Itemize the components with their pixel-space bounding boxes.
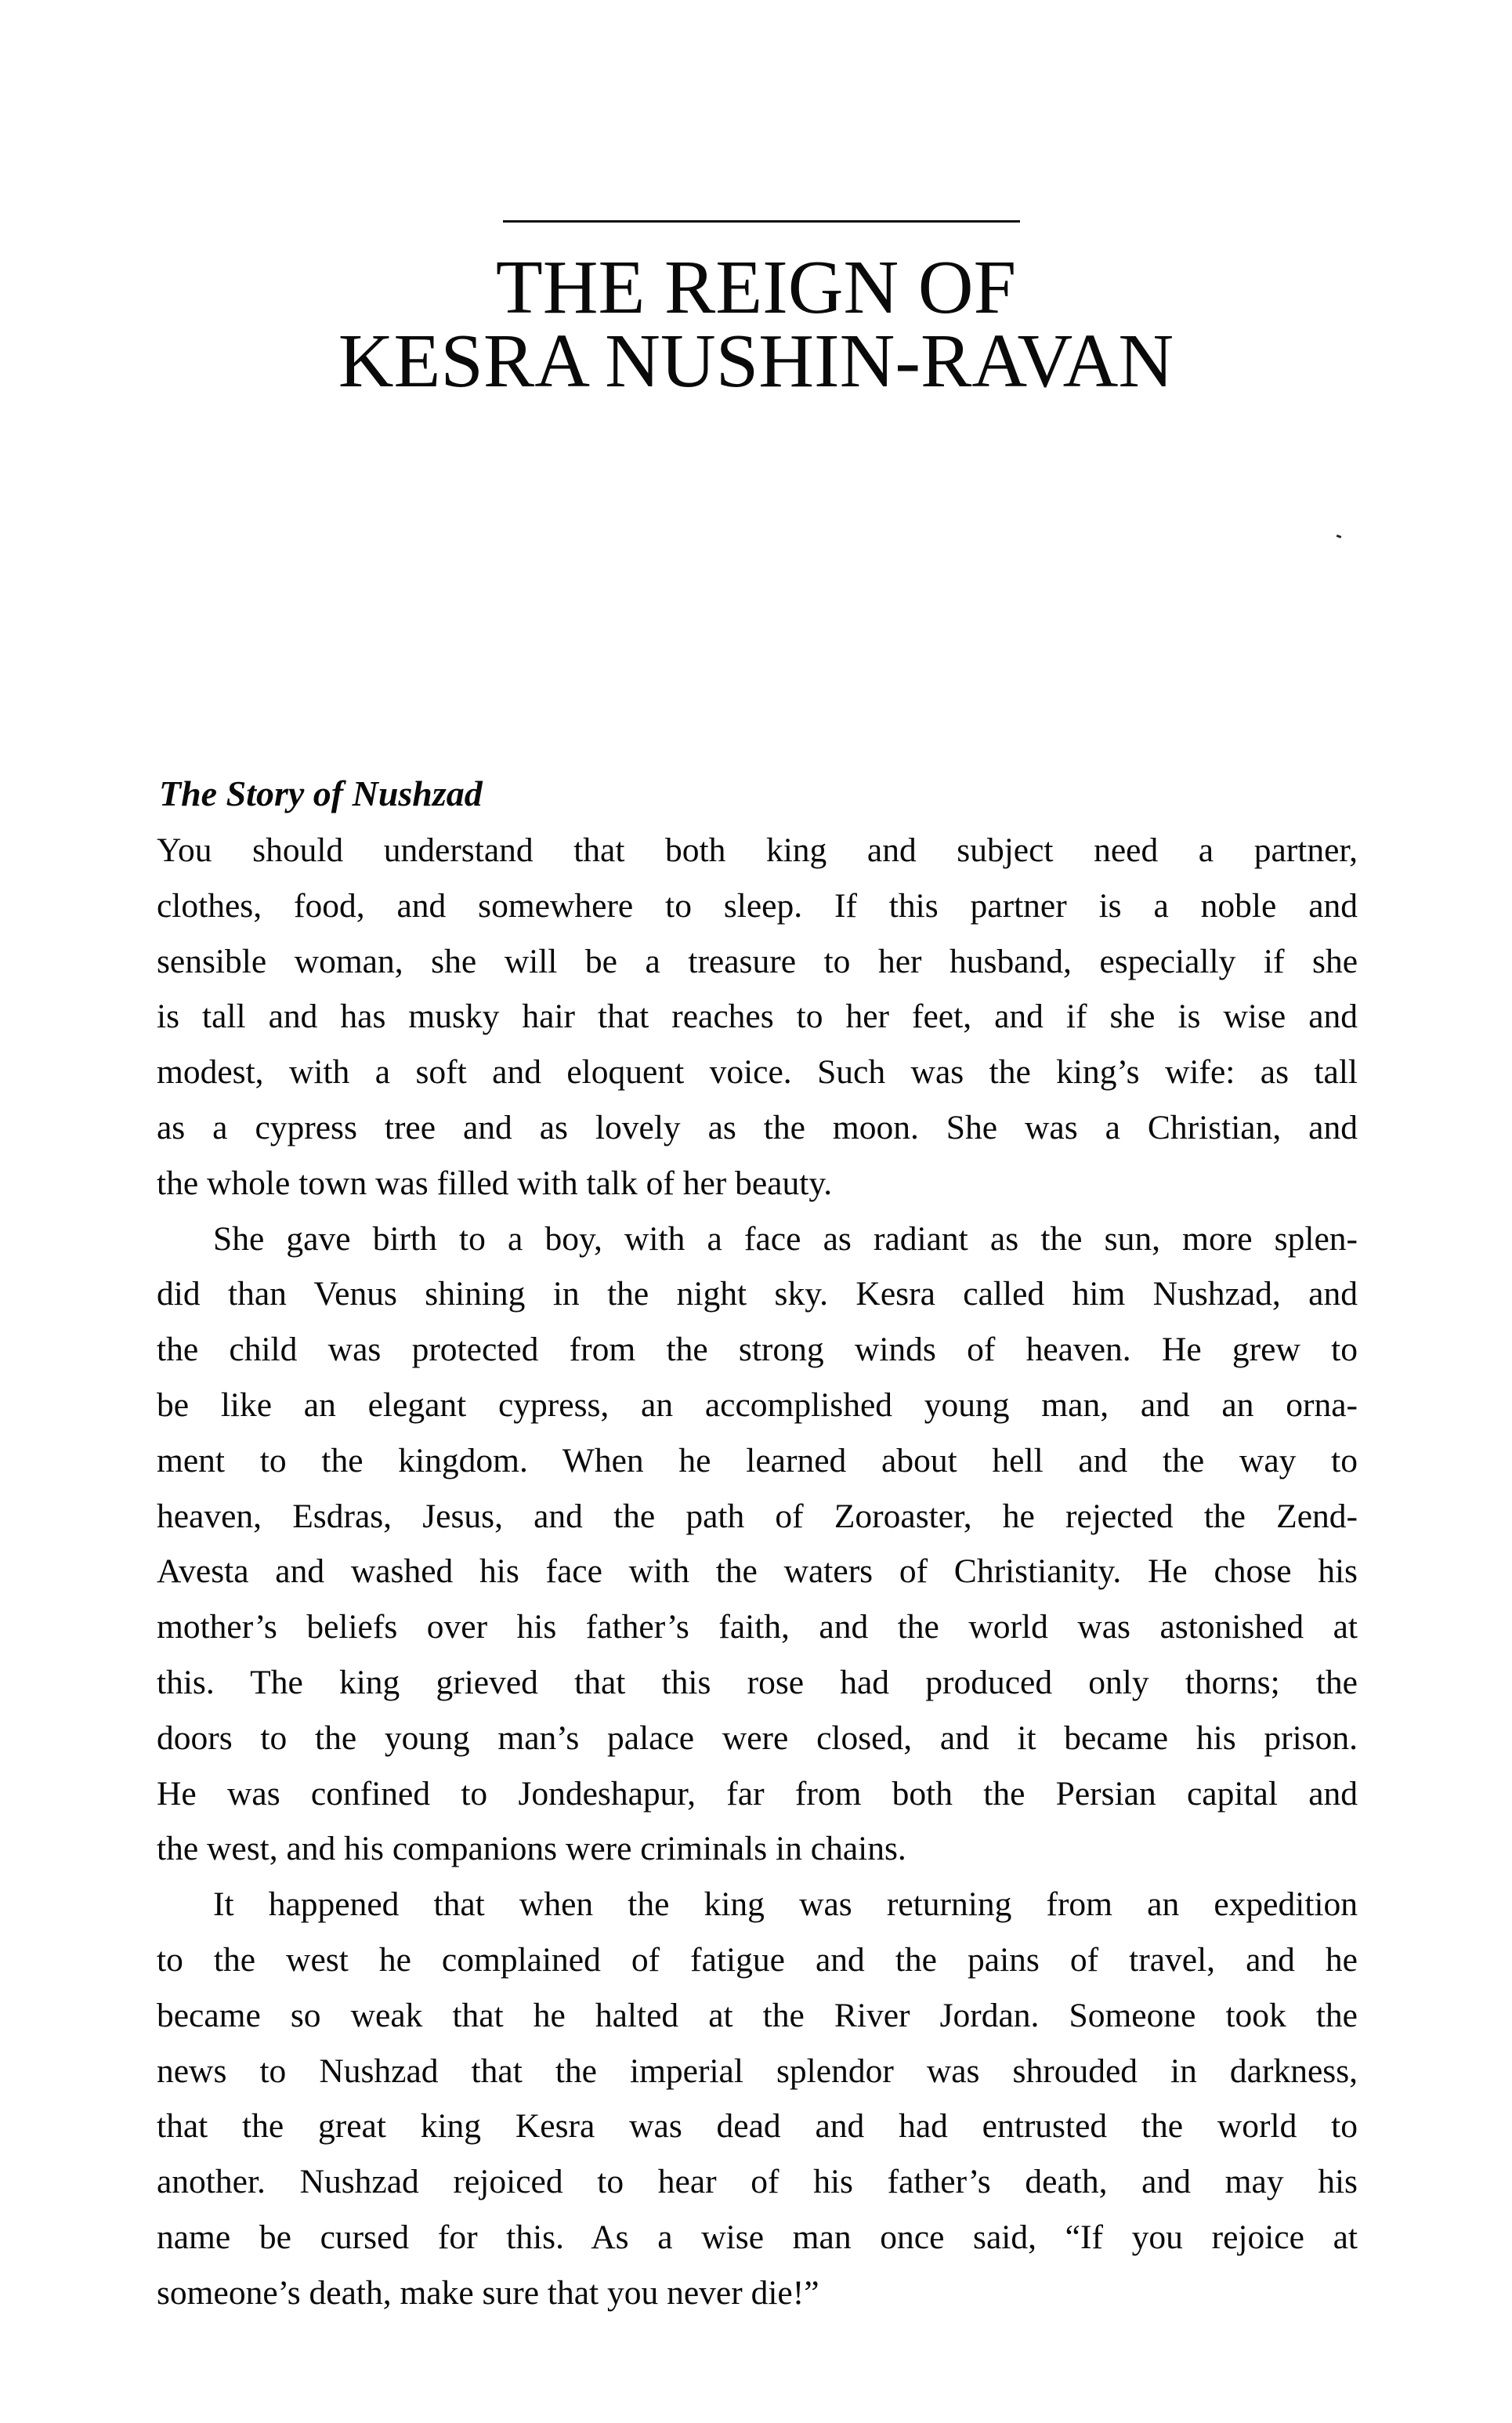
text-line: sensible woman, she will be a treasure to her husband, especially if she xyxy=(157,942,1358,980)
text-line: He was confined to Jondeshapur, far from both the Persian capital and xyxy=(157,1774,1358,1813)
chapter-title-line-2: KESRA NUSHIN-RAVAN xyxy=(338,319,1174,404)
text-line: the whole town was filled with talk of her beauty. xyxy=(157,1164,833,1202)
text-line: the child was protected from the strong winds of heaven. He grew to xyxy=(157,1331,1358,1369)
text-line: mother’s beliefs over his father’s faith, and the world was astonished at xyxy=(157,1608,1358,1646)
text-line: You should understand that both king and subject need a partner, xyxy=(157,831,1358,869)
text-line: heaven, Esdras, Jesus, and the path of Zoroaster, he rejected the Zend- xyxy=(157,1497,1358,1535)
text-line: Avesta and washed his face with the waters of Christianity. He chose his xyxy=(157,1552,1358,1591)
text-line: is tall and has musky hair that reaches to her feet, and if she is wise and xyxy=(157,998,1358,1036)
paragraph-1 xyxy=(157,823,1358,1212)
body-text xyxy=(157,823,1358,2321)
text-line: ment to the kingdom. When he learned about hell and the way to xyxy=(157,1441,1358,1480)
section-heading: The Story of Nushzad xyxy=(159,773,483,813)
text-line: name be cursed for this. As a wise man once said, “If you rejoice at xyxy=(157,2218,1358,2256)
text-line: She gave birth to a boy, with a face as radiant as the sun, more splen- xyxy=(213,1219,1358,1258)
paragraph-2 xyxy=(157,1212,1358,1878)
text-line: clothes, food, and somewhere to sleep. If this partner is a noble and xyxy=(157,886,1358,925)
text-line: someone’s death, make sure that you never die!” xyxy=(157,2273,819,2312)
text-line: as a cypress tree and as lovely as the moon. She was a Christian, and xyxy=(157,1108,1358,1146)
text-line: became so weak that he halted at the River Jordan. Someone took the xyxy=(157,1996,1358,2034)
text-line: doors to the young man’s palace were closed, and it became his prison. xyxy=(157,1719,1358,1757)
text-line: news to Nushzad that the imperial splendor was shrouded in darkness, xyxy=(157,2052,1358,2090)
text-line: to the west he complained of fatigue and the pains of travel, and he xyxy=(157,1940,1358,1979)
text-line: did than Venus shining in the night sky. Kesra called him Nushzad, and xyxy=(157,1275,1358,1313)
text-line: It happened that when the king was returning from an expedition xyxy=(213,1885,1358,1924)
print-speck xyxy=(1337,534,1342,538)
chapter-title xyxy=(0,245,1512,404)
text-line: modest, with a soft and eloquent voice. Such was the king’s wife: as tall xyxy=(157,1053,1358,1092)
text-line: the west, and his companions were criminals in chains. xyxy=(157,1830,906,1868)
chapter-title-rule xyxy=(503,220,1020,223)
text-line: this. The king grieved that this rose had produced only thorns; the xyxy=(157,1663,1358,1701)
text-line: that the great king Kesra was dead and had entrusted the world to xyxy=(157,2107,1358,2146)
chapter-title-line-1: THE REIGN OF xyxy=(495,245,1017,330)
text-line: another. Nushzad rejoiced to hear of his father’s death, and may his xyxy=(157,2163,1358,2201)
text-line: be like an elegant cypress, an accomplished young man, and an orna- xyxy=(157,1385,1358,1424)
paragraph-3 xyxy=(157,1877,1358,2320)
